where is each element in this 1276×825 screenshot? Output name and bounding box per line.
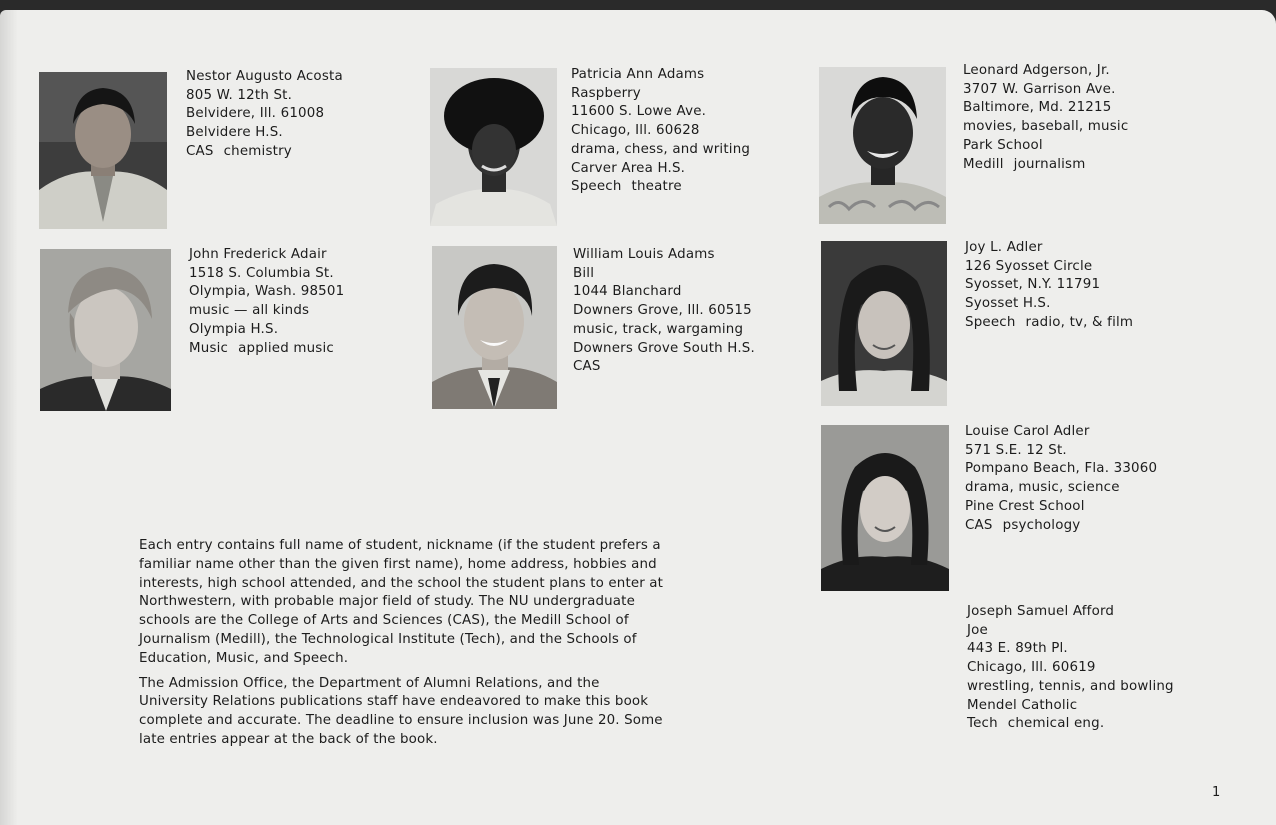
student-name: Joy L. Adler xyxy=(965,240,1043,255)
student-city: Belvidere, Ill. 61008 xyxy=(186,106,325,122)
student-name: John Frederick Adair xyxy=(189,247,327,262)
student-city: Chicago, Ill. 60619 xyxy=(967,660,1096,676)
student-entry xyxy=(967,603,1174,734)
student-major: applied music xyxy=(238,340,334,356)
student-photo xyxy=(432,246,557,409)
student-hobbies: music, track, wargaming xyxy=(573,321,744,337)
student-school-major xyxy=(571,178,750,197)
intro-text xyxy=(139,537,669,756)
student-hobbies: drama, chess, and writing xyxy=(571,141,751,157)
student-major: chemical eng. xyxy=(1007,716,1105,732)
student-name: Leonard Adgerson, Jr. xyxy=(963,63,1110,78)
student-photo xyxy=(821,241,947,406)
student-hobbies: drama, music, science xyxy=(965,480,1120,496)
student-city: Baltimore, Md. 21215 xyxy=(963,100,1112,116)
student-address-line: 126 Syosset Circle xyxy=(965,258,1093,274)
student-high-school: Olympia H.S. xyxy=(189,321,279,337)
yearbook-page xyxy=(0,10,1276,825)
student-city: Olympia, Wash. 98501 xyxy=(189,284,345,300)
student-school: Speech xyxy=(965,314,1016,330)
student-name: William Louis Adams xyxy=(573,247,715,262)
student-entry xyxy=(571,66,750,197)
student-city: Syosset, N.Y. 11791 xyxy=(965,277,1101,293)
student-school: CAS xyxy=(965,517,993,533)
student-high-school: Belvidere H.S. xyxy=(186,125,283,141)
page-number: 1 xyxy=(1212,785,1221,800)
student-school-major xyxy=(189,340,344,359)
student-high-school: Pine Crest School xyxy=(965,498,1085,514)
student-school: Medill xyxy=(963,156,1004,172)
intro-paragraph: Each entry contains full name of student, nickname (if the student prefers a familiar name other than the given first name), home address, hobbies and interests, high school attended, and the school the student plans to enter at Northwestern, with probable major field of study. The NU undergraduate schools are the College of Arts and Sciences (CAS), the Medill School of Journalism (Medill), the Technological Institute (Tech), and the Schools of Education, Music, and Speech. xyxy=(139,538,664,666)
student-school-major xyxy=(963,156,1128,175)
student-name: Nestor Augusto Acosta xyxy=(186,69,343,84)
student-entry xyxy=(189,246,344,358)
student-address-line: 1518 S. Columbia St. xyxy=(189,265,334,281)
student-major: chemistry xyxy=(223,143,292,159)
student-address-line: 443 E. 89th Pl. xyxy=(967,641,1068,657)
student-school-major xyxy=(573,358,755,377)
student-photo xyxy=(430,68,557,226)
student-entry xyxy=(573,246,755,377)
student-nickname: Raspberry xyxy=(571,85,641,101)
student-high-school: Downers Grove South H.S. xyxy=(573,340,755,356)
student-address-line: 1044 Blanchard xyxy=(573,284,682,300)
student-school-major xyxy=(967,715,1174,734)
student-address-line: 571 S.E. 12 St. xyxy=(965,442,1067,458)
student-school-major xyxy=(965,517,1157,536)
student-photo xyxy=(39,72,167,229)
student-name: Patricia Ann Adams xyxy=(571,67,705,82)
student-high-school: Syosset H.S. xyxy=(965,296,1051,312)
student-major: radio, tv, & film xyxy=(1025,314,1134,330)
student-photo xyxy=(821,425,949,591)
student-school: Music xyxy=(189,340,229,356)
student-name: Louise Carol Adler xyxy=(965,424,1090,439)
intro-paragraph: The Admission Office, the Department of Alumni Relations, and the University Relations publications staff have endeavored to make this book complete and accurate. The deadline to ensure inclusion was June 20. Some late entries appear at the back of the book. xyxy=(139,675,663,747)
student-school: Speech xyxy=(571,179,622,195)
student-name: Joseph Samuel Afford xyxy=(967,604,1115,619)
student-major: theatre xyxy=(631,179,682,195)
student-high-school: Mendel Catholic xyxy=(967,697,1078,713)
student-entry xyxy=(186,68,343,162)
student-school: CAS xyxy=(186,143,214,159)
student-address-line: 11600 S. Lowe Ave. xyxy=(571,104,707,120)
student-hobbies: music — all kinds xyxy=(189,303,310,319)
student-photo xyxy=(819,67,946,224)
student-high-school: Park School xyxy=(963,137,1043,153)
student-hobbies: movies, baseball, music xyxy=(963,119,1129,135)
student-school: Tech xyxy=(967,716,998,732)
student-nickname: Bill xyxy=(573,265,595,281)
student-entry xyxy=(965,239,1133,333)
student-nickname: Joe xyxy=(967,622,988,638)
student-school-major xyxy=(965,314,1133,333)
student-city: Downers Grove, Ill. 60515 xyxy=(573,303,752,319)
student-high-school: Carver Area H.S. xyxy=(571,160,686,176)
student-major: psychology xyxy=(1002,517,1081,533)
student-entry xyxy=(965,423,1157,535)
student-school: CAS xyxy=(573,359,601,375)
student-major: journalism xyxy=(1013,156,1086,172)
student-hobbies: wrestling, tennis, and bowling xyxy=(967,678,1174,694)
student-address-line: 3707 W. Garrison Ave. xyxy=(963,81,1116,97)
student-photo xyxy=(40,249,171,411)
student-entry xyxy=(963,62,1128,174)
student-city: Chicago, Ill. 60628 xyxy=(571,123,700,139)
student-city: Pompano Beach, Fla. 33060 xyxy=(965,461,1158,477)
student-school-major xyxy=(186,143,343,162)
student-address-line: 805 W. 12th St. xyxy=(186,87,293,103)
